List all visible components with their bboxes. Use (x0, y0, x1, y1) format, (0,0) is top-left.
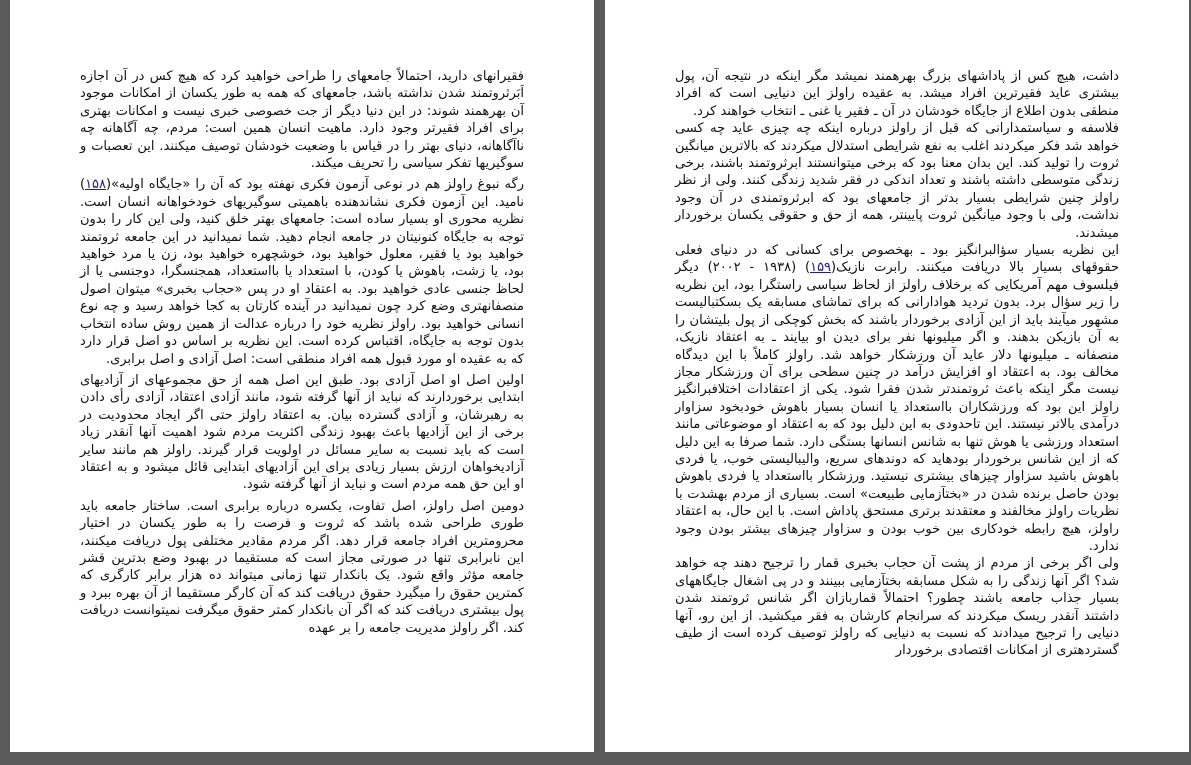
page-right (605, 0, 1189, 752)
paragraph (675, 242, 1119, 555)
paragraph-text: این نظریه بسیار سؤالبرانگیز بود ـ بهخصوص برای کسانی که در دنیای فعلی حقوقهای بسیار بالا دریافت میکنند. رابرت نازیک( (675, 243, 1119, 276)
paragraph (80, 176, 524, 367)
paragraph: اولین اصل او اصل آزادی بود. طبق این اصل همه از حق مجموعهای از آزادیهای ابتدایی برخوردارند که نباید از آنها گرفته شود، مانند آزادی اعتقاد، آزادی رأی دادن به رهبرشان، و آزادی گسترده بیان. به اعتقاد راولز حتی اگر ایجاد محدودیت در برخی از این آزادیها باعث بهبود زندگی اکثریت مردم شود اهمیت آنها آنقدر زیاد است که باید نسبت به سایر مسائل در اولویت قرار گیرند. راولز هم مانند سایر آزادیخواهان ارزش بسیار زیادی برای این آزادیهای ابتدایی قائل میشود و به اعتقاد او این حق همه مردم است و نباید از آنها گرفته شود. (80, 372, 524, 493)
paragraph-text: ) نامید. این آزمون فکری نشاندهنده باهمیتی سوگیریهای خودخواهانه انسان است. نظریه محوری او بسیار ساده است: جامعهای بهتر خلق کنید، ولی این کار را بدون توجه به جایگاه کنونیتان در جامعه انجام دهید. شما نمیدانید در این جامعه ثروتمند خواهید بود یا فقیر، معلول خواهید بود، خوشچهره خواهید بود، زن یا مرد خواهید بود، یا زشت، باهوش یا کودن، با استعداد یا بااستعداد، همجنسگرا، دوجنسی یا از لحاظ جنسی عادی خواهید بود. به اعتقاد او در پس «حجاب بخبری» میتوان اصول منصفانهتری وضع کرد چون نمیدانید در آینده کارتان به کجا خواهد رسید و چه نوع انسانی خواهید بود. راولز نظریه خود را درباره عدالت از همین روش ساده انتخاب بدون توجه به جایگاه، اقتباس کرده است. این نظریه بر اساس دو اصل قرار دارد که به عقیده او مورد قبول همه افراد منطقی است: اصل آزادی و اصل برابری. (80, 177, 524, 367)
paragraph-text: ) (۱۹۳۸ - ۲۰۰۲) دیگر فیلسوف مهم آمریکایی که برخلاف راولز از لحاظ سیاسی راستگرا بود، این نظریه را زیر سؤال برد. بدون تردید هوادارانی که برای تماشای مسابقه یک بسکتبالیست مشهور میآیند باید از این آزادی برخوردار باشند که بخش کوچکی از پول بلیتشان را به آن بازیکن بدهند. و اگر میلیونها نفر برای دیدن او بیایند ـ به اعتقاد نازیک، منصفانه ـ میلیونها دلار عاید آن ورزشکار خواهد شد. راولز کاملاً با این دیدگاه مخالف بود. به اعتقاد او افزایش درآمد در چنین سطحی برای آن ورزشکار مجاز نیست مگر اینکه باعث ثروتمندتر شدن فقرا شود. یکی از اعتقادات اختلافبرانگیز راولز این بود که ورزشکاران بااستعداد یا انسان بسیار باهوش خودبخود سزاوار درآمدی بالاتر نیستند. این تاحدودی به این دلیل بود که به اعتقاد او موضوعاتی مانند استعداد ورزشی یا هوش تنها به شانس انسانها بستگی دارد. شما صرفا به این دلیل که از این شانس برخوردار بودهاید که دوندهای سریع، والیبالیستی خوب، یا فردی باهوش باشید سزاوار چیزهای بیشتری نیستید. ورزشکار بااستعداد یا فردی باهوش بودن حاصل برنده شدن در «بختآزمایی طبیعت» است. بسیاری از مردم بهشدت با نظریات راولز مخالفند و معتقدند برتری مستحق پاداش است. با این حال، به اعتقاد راولز، هیچ رابطه خودکاری بین خوب بودن و سزاوار چیزهای بیشتر بودن وجود ندارد. (675, 260, 1119, 554)
footnote-link-159[interactable]: ۱۵۹ (810, 260, 832, 276)
footnote-link-158[interactable]: ۱۵۸ (85, 177, 107, 193)
paragraph: دومین اصل راولز، اصل تفاوت، یکسره درباره برابری است. ساختار جامعه باید طوری طراحی شده باشد که ثروت و فرصت را به طور یکسان در اختیار محرومترین افراد جامعه قرار دهد. اگر مردم مقادیر مختلفی پول دریافت میکنند، این نابرابری تنها در صورتی مجاز است که مستقیما در بهبود وضع بدترین قشر جامعه مؤثر واقع شود. یک بانکدار تنها زمانی میتواند ده هزار برابر کارگری که کمترین حقوق را میگیرد حقوق دریافت کند که آن کارگر مستقیما از آن بهره ببرد و پول بیشتری دریافت کند که اگر آن بانکدار کمتر حقوق میگرفت نمیتوانست دریافت کند. اگر راولز مدیریت جامعه را بر عهده (80, 498, 524, 636)
page-text-right (675, 68, 1119, 660)
page-text-left (80, 68, 524, 637)
page-left (10, 0, 594, 752)
paragraph: فقیرانهای دارید، احتمالاً جامعهای را طراحی خواهید کرد که هیچ کس در آن اجازه اَبَرثروتمند شدن نداشته باشد، جامعهای که همه به طور یکسان از امکانات موجود آن بهرهمند شوند: در این دنیا دیگر از جت خصوصی خبری نیست و امکانات بهتری برای افراد فقیرتر وجود دارد. ماهیت انسان همین است: مردم، چه آگاهانه چه ناآگاهانه، دنیای بهتر را در قیاس با وضعیت خودشان توصیف میکنند. این تعصبات و سوگیریها تفکر سیاسی را تحریف میکند. (80, 69, 524, 172)
paragraph: فلاسفه و سیاستمدارانی که قبل از راولز درباره اینکه چه چیزی عاید چه کسی خواهد شد فکر میکردند اغلب به نفع شرایطی استدلال میکردند که بالاترین میانگین ثروت را تولید کند. این بدان معنا بود که برخی میتوانستند ابرثروتمند باشند، برخی زندگی متوسطی داشته باشند و تعداد اندکی در فقر شدید زندگی کنند. ولی از نظر راولز چنین شرایطی بسیار بدتر از جامعهای بود که ابرثروتمندی در آن وجود نداشت، ولی با وجود میانگین ثروت پایینتر، همه از حق و حقوقی یکسان برخوردار میشدند. (675, 121, 1119, 241)
paragraph: داشت، هیچ کس از پاداشهای بزرگ بهرهمند نمیشد مگر اینکه در نتیجه آن، پول بیشتری عاید فقیرترین افراد میشد. به عقیده راولز این دنیایی است که افراد منطقی بدون اطلاع از جایگاه خودشان در آن ـ فقیر یا غنی ـ انتخاب خواهند کرد. (675, 69, 1119, 119)
paragraph-text: رگه نبوغ راولز هم در نوعی آزمون فکری نهفته بود که آن را «جایگاه اولیه»( (106, 177, 524, 193)
paragraph: ولی اگر برخی از مردم از پشت آن حجاب بخبری قمار را ترجیح دهند چه خواهد شد؟ اگر آنها زندگی را به شکل مسابقه بختآزمایی ببینند و در پی اشغال جایگاههای بسیار جذاب جامعه باشند چطور؟ احتمالاً قماربازان اگر شانس ثروتمند شدن داشتند آنقدر ریسک میکردند که سرانجام کارشان به فقر میکشید. از این رو، آنها دنیایی را ترجیح میدادند که نسبت به دنیایی که راولز توصیف کرده است از طیف گستردهتری از امکانات اقتصادی برخوردار (675, 556, 1119, 659)
